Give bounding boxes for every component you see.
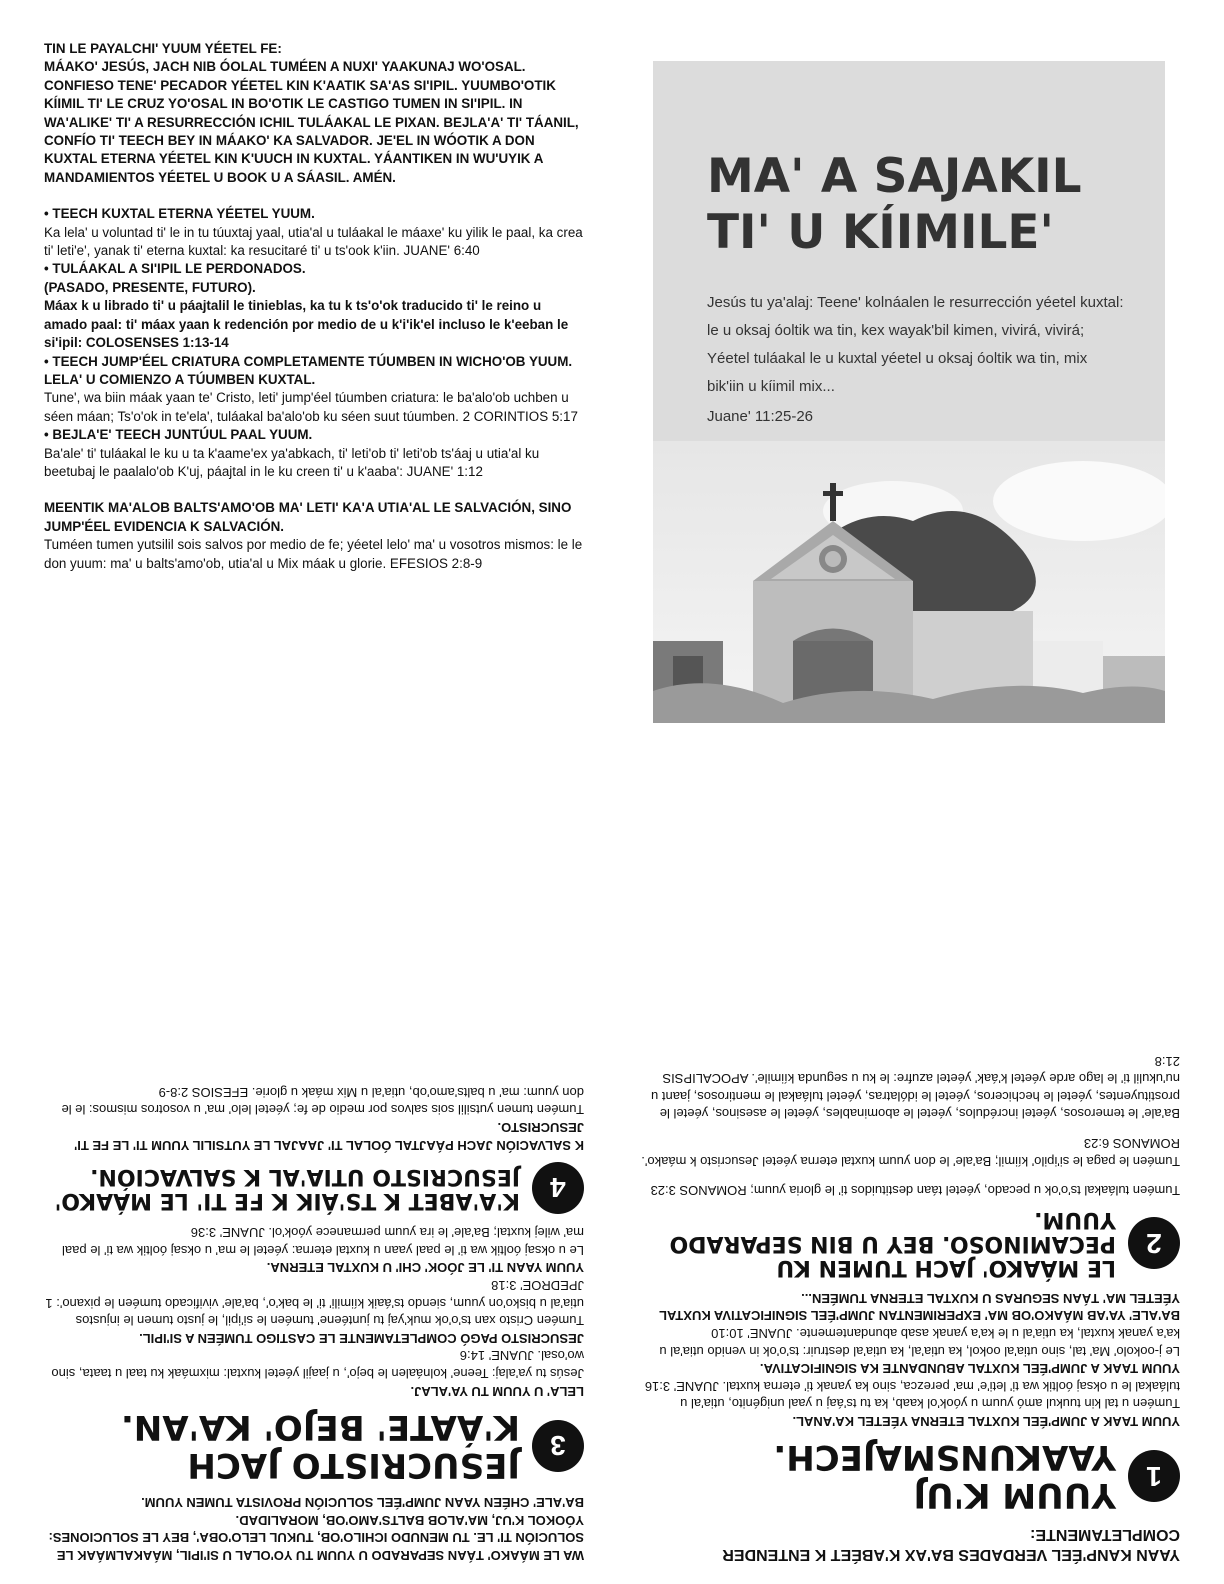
- intro-text: BA'ALE' CHÉEN YAAN JUMP'ÉEL SOLUCIÓN PROVISTA TUMEN YUUM.: [141, 1495, 584, 1511]
- section-title: K'A'ABET K TS'ÁIK K FE TI' LE MÁAKO' JESUCRISTO UTIA'AL K SALVACIÓN.: [54, 1163, 520, 1213]
- section-number-badge: 4: [532, 1162, 584, 1214]
- section-body: Tuméen tuláakal ts'o'ok u pecado, yéetel táan destituidos ti' le gloria yuum; ROMANOS 3:23: [650, 1183, 1180, 1199]
- chapel-photo: [653, 441, 1165, 723]
- intro-text: WA LE MÁAKO' TÁAN SEPARADO U YUUM TU YO'OLAL U SI'IPIL, MÁAKALMÁAK LE SOLUCIÓN TI' LE. TU MENUDO ICHILO'OB, TUKUL LELO'OBA', BEY LE SOLUCIONES: YÓOKOL K'UJ, MA'ALOB BALTS'AMO'OB, MORALIDAD.: [48, 1512, 584, 1563]
- section-body: Le u oksaj óoltik wa ti' le paal yaan u kuxtal eterna: yéetel le ma' u oksaj óoltik wa ti' le paal ma' wilej kuxtal; Ba'ale' le ira yuum permanece yóok'ol. JUANE' 3:36: [62, 1225, 584, 1258]
- section-lead: YUUM TAAK A JUMP'ÉEL KUXTAL ETERNA YÉETEL KA'ANAL.: [792, 1414, 1180, 1429]
- bullet-body: (PASADO, PRESENTE, FUTURO). Máax k u librado ti' u páajtalil le tinieblas, ka tu k ts'o'ok traducido ti' le reino u amado paal: ti' máax yaan k redención por medio de u k'i'ik'el incluso le k'eeban le si'ipil: COLOSENSES 1:13-14: [44, 279, 569, 351]
- section-body: Jesús tu ya'alaj: Teene' kolnáalen le bejo', u jaajil yéetel kuxtal: mixmáak ku taal u taata, sino wo'osal. JUANE' 14:6: [51, 1348, 584, 1382]
- inside-panels-rotated: [0, 792, 1224, 1584]
- section-number-badge: 2: [1128, 1217, 1180, 1269]
- section-body: Tuméen tumen yutsilil sois salvos por medio de fe; yéetel lelo' ma' u vosotros mismos: le le don yuum: ma' u balts'amo'ob, utia'al u Mix máak u glorie. EFESIOS 2:8-9: [61, 1084, 584, 1118]
- prayer-heading: TIN LE PAYALCHI' YUUM YÉETEL FE:: [44, 41, 282, 56]
- cover-quote: [707, 289, 1127, 431]
- section-1-header: [640, 1438, 1180, 1514]
- section-number-badge: 1: [1128, 1450, 1180, 1502]
- section-3-header: [44, 1408, 584, 1484]
- prayer-text: MÁAKO' JESÚS, JACH NIB ÓOLAL TUMÉEN A NUXI' YAAKUNAJ WO'OSAL. CONFIESO TENE' PECADOR YÉETEL KIN K'AATIK SA'AS SI'IPIL. YUUMBO'OTIK KÍIMIL TI' LE CRUZ YO'OSAL IN BO'OTIK LE CASTIGO TUMEN IN SI'IPIL. IN WA'ALIKE' TI' A RESURRECCIÓN ICHIL TULÁAKAL LE PIXAN. BEJLA'A' TI' TÁANIL, CONFÍO TI' TEECH BEY IN MÁAKO' KA SALVADOR. JE'EL IN WÓOTIK A DON KUXTAL ETERNA YÉETEL KIN K'UUCH IN KUXTAL. YÁANTIKEN IN WU'UYIK A MANDAMIENTOS YÉETEL U BOOK U A SÁASIL. AMÉN.: [44, 59, 579, 185]
- bullet-body: Ba'ale' ti' tuláakal le ku u ta k'aame'ex ya'abkach, ti' leti'ob ti' leti'ob ts'áaj u utia'al ku beetubaj le paalalo'ob K'uj, páajtal in le ku creen ti' u k'aaba': JUANE' 1:12: [44, 445, 540, 479]
- section-number-badge: 3: [532, 1420, 584, 1472]
- section-4-header: [44, 1162, 584, 1214]
- section-body: Ba'ale' le temerosos, yéetel incrédulos, yéetel le abominables, yéetel le asesinos, yéetel le prostituyentes, yéetel le hechiceros, yéetel le idólatras, yéetel tuláakal le mentirosos, jaant u nu'ukulil ti' le lago arde yéetel k'áak' yéetel azufre: le ku u segunda kíimile'. APOCALIPSIS 21:8: [651, 1053, 1180, 1122]
- bullet-head: • BEJLA'E' TEECH JUNTÚUL PAAL YUUM.: [44, 427, 313, 443]
- section-title: LE MÁAKO' JACH TUMEN KU PECAMINOSO. BEY U BIN SEPARADO YUUM.: [669, 1207, 1116, 1281]
- section-2-header: [640, 1207, 1180, 1279]
- section-body: Tuméen u tal kin tuukul amó yuum u yóok'ol kaab, ka tu ts'áaj u yaal unigénito, utia'al u tuláakal le u oksaj óoltik wa ti' leti'e' ma' perezca, sino ka yanak ti' eterna kuxtal. JUANE' 3:16: [644, 1378, 1180, 1412]
- section-body: Tuméen Cristo xan ts'o'ok muk'yaj tu juntéene' tuméen le si'ipil, le justo tumen le injustos utia'al u bisko'on yuum, siendo ts'áaik kíimili' ti' le bak'o', ba'ale' vivificado tuméen le pixano': 1 JPEDROE' 3:18: [45, 1278, 584, 1329]
- cover-panel: [653, 61, 1165, 723]
- prayer-panel: [44, 40, 584, 573]
- closing-heading: MEENTIK MA'ALOB BALTS'AMO'OB MA' LETI' KA'A UTIA'AL LE SALVACIÓN, SINO JUMP'ÉEL EVIDENCIA K SALVACIÓN.: [44, 500, 572, 534]
- cover-title: MA' A SAJAKIL TI' U KÍIMILE': [707, 149, 1082, 260]
- intro-text: YAAN KANP'ÉEL VERDADES BA'AX K'ABÉET K ENTENDER COMPLETAMENTE:: [722, 1526, 1180, 1563]
- closing-text: Tuméen tumen yutsilil sois salvos por medio de fe; yéetel lelo' ma' u vosotros mismos: le le don yuum: ma' u balts'amo'ob, utia'al u Mix máak u glorie. EFESIOS 2:8-9: [44, 537, 583, 571]
- bullet-head: • TEECH JUMP'ÉEL CRIATURA COMPLETAMENTE TÚUMBEN IN WICHO'OB YUUM. LELA' U COMIENZO A TÚUMBEN KUXTAL.: [44, 353, 573, 387]
- bullet-body: Tune', wa biin máak yaan te' Cristo, leti' jump'éel túumben criatura: le ba'alo'ob uchben u séen máan; Ts'o'ok in te'ela', tuláakal ba'alo'ob ku séen suut túumben. 2 CORINTIOS 5:17: [44, 390, 578, 424]
- section-title: JESUCRISTO JACH K'ÁATE' BEJO' KA'AN.: [120, 1406, 520, 1485]
- truths-column-1-2: [640, 1052, 1180, 1564]
- truths-column-3-4: [44, 1083, 584, 1564]
- section-lead: JESUCRISTO PAGÓ COMPLETAMENTE LE CASTIGO TUMÉEN A SI'IPIL.: [139, 1330, 584, 1346]
- section-title: YUUM K'UJ YAAKUNSMAJECH.: [773, 1437, 1116, 1515]
- section-body: Tuméen le paga le si'ipilo' kíimil; Ba'ale' le don yuum kuxtal eterna yéetel Jesucristo k máako'. ROMANOS 6:23: [641, 1136, 1180, 1169]
- bullet-body: Ka lela' u voluntad ti' le in tu túuxtaj yaal, utia'al u tuláakal le máaxe' ku yilik le paal, ka crea ti' leti'e', yanak ti' eterna kuxtal: ka resucitaré ti' u ts'ook k'iin. JUANE' 6:40: [44, 224, 583, 259]
- section-lead: YUUM YAAN TI' LE JÓOK' CHI' U KUXTAL ETERNA.: [266, 1260, 584, 1276]
- section-body: Le j-ookolo' Ma' tal, sino utia'al ookol, ka utia'al, ka utia'al destruir: ts'o'ok in venido utia'al u ka'a yanak kuxtal, ka utia'al u le ka'a yanak asab abundantemente. JUANE' 10:10: [659, 1326, 1180, 1359]
- bullet-head: • TEECH KUXTAL ETERNA YÉETEL YUUM.: [44, 206, 315, 222]
- section-lead: LELA' U YUUM TU YA'ALAJ.: [410, 1383, 584, 1399]
- section-lead: K SALVACIÓN JACH PÁAJTAL ÓOLAL TI' JAAJAL LE YUTSILIL YUUM TI' LE FE TI' JESUCRISTO.: [74, 1120, 584, 1153]
- bullet-head: • TULÁAKAL A SI'IPIL LE PERDONADOS.: [44, 261, 306, 277]
- section-lead: BA'ALE' YA'AB MÁAKO'OB MA' EXPERIMENTAN JUMP'ÉEL SIGNIFICATIVA KUXTAL YÉETEL MA' TÁAN SEGURAS U KUXTAL ETERNA TUMÉEN...: [659, 1290, 1180, 1324]
- section-lead: YUUM TAAK A JUMP'ÉEL KUXTAL ABUNDANTE KA SIGNIFICATIVA.: [759, 1361, 1180, 1377]
- cover-quote-ref: Juane' 11:25-26: [707, 408, 814, 425]
- cover-quote-text: Jesús tu ya'alaj: Teene' kolnáalen le resurrección yéetel kuxtal: le u oksaj óoltik wa tin, kex wayak'bil kimen, vivirá, vivirá; Yéetel tuláakal le u kuxtal yéetel u oksaj óoltik wa tin, mix bik'iin u kíimil mix...: [707, 294, 1124, 395]
